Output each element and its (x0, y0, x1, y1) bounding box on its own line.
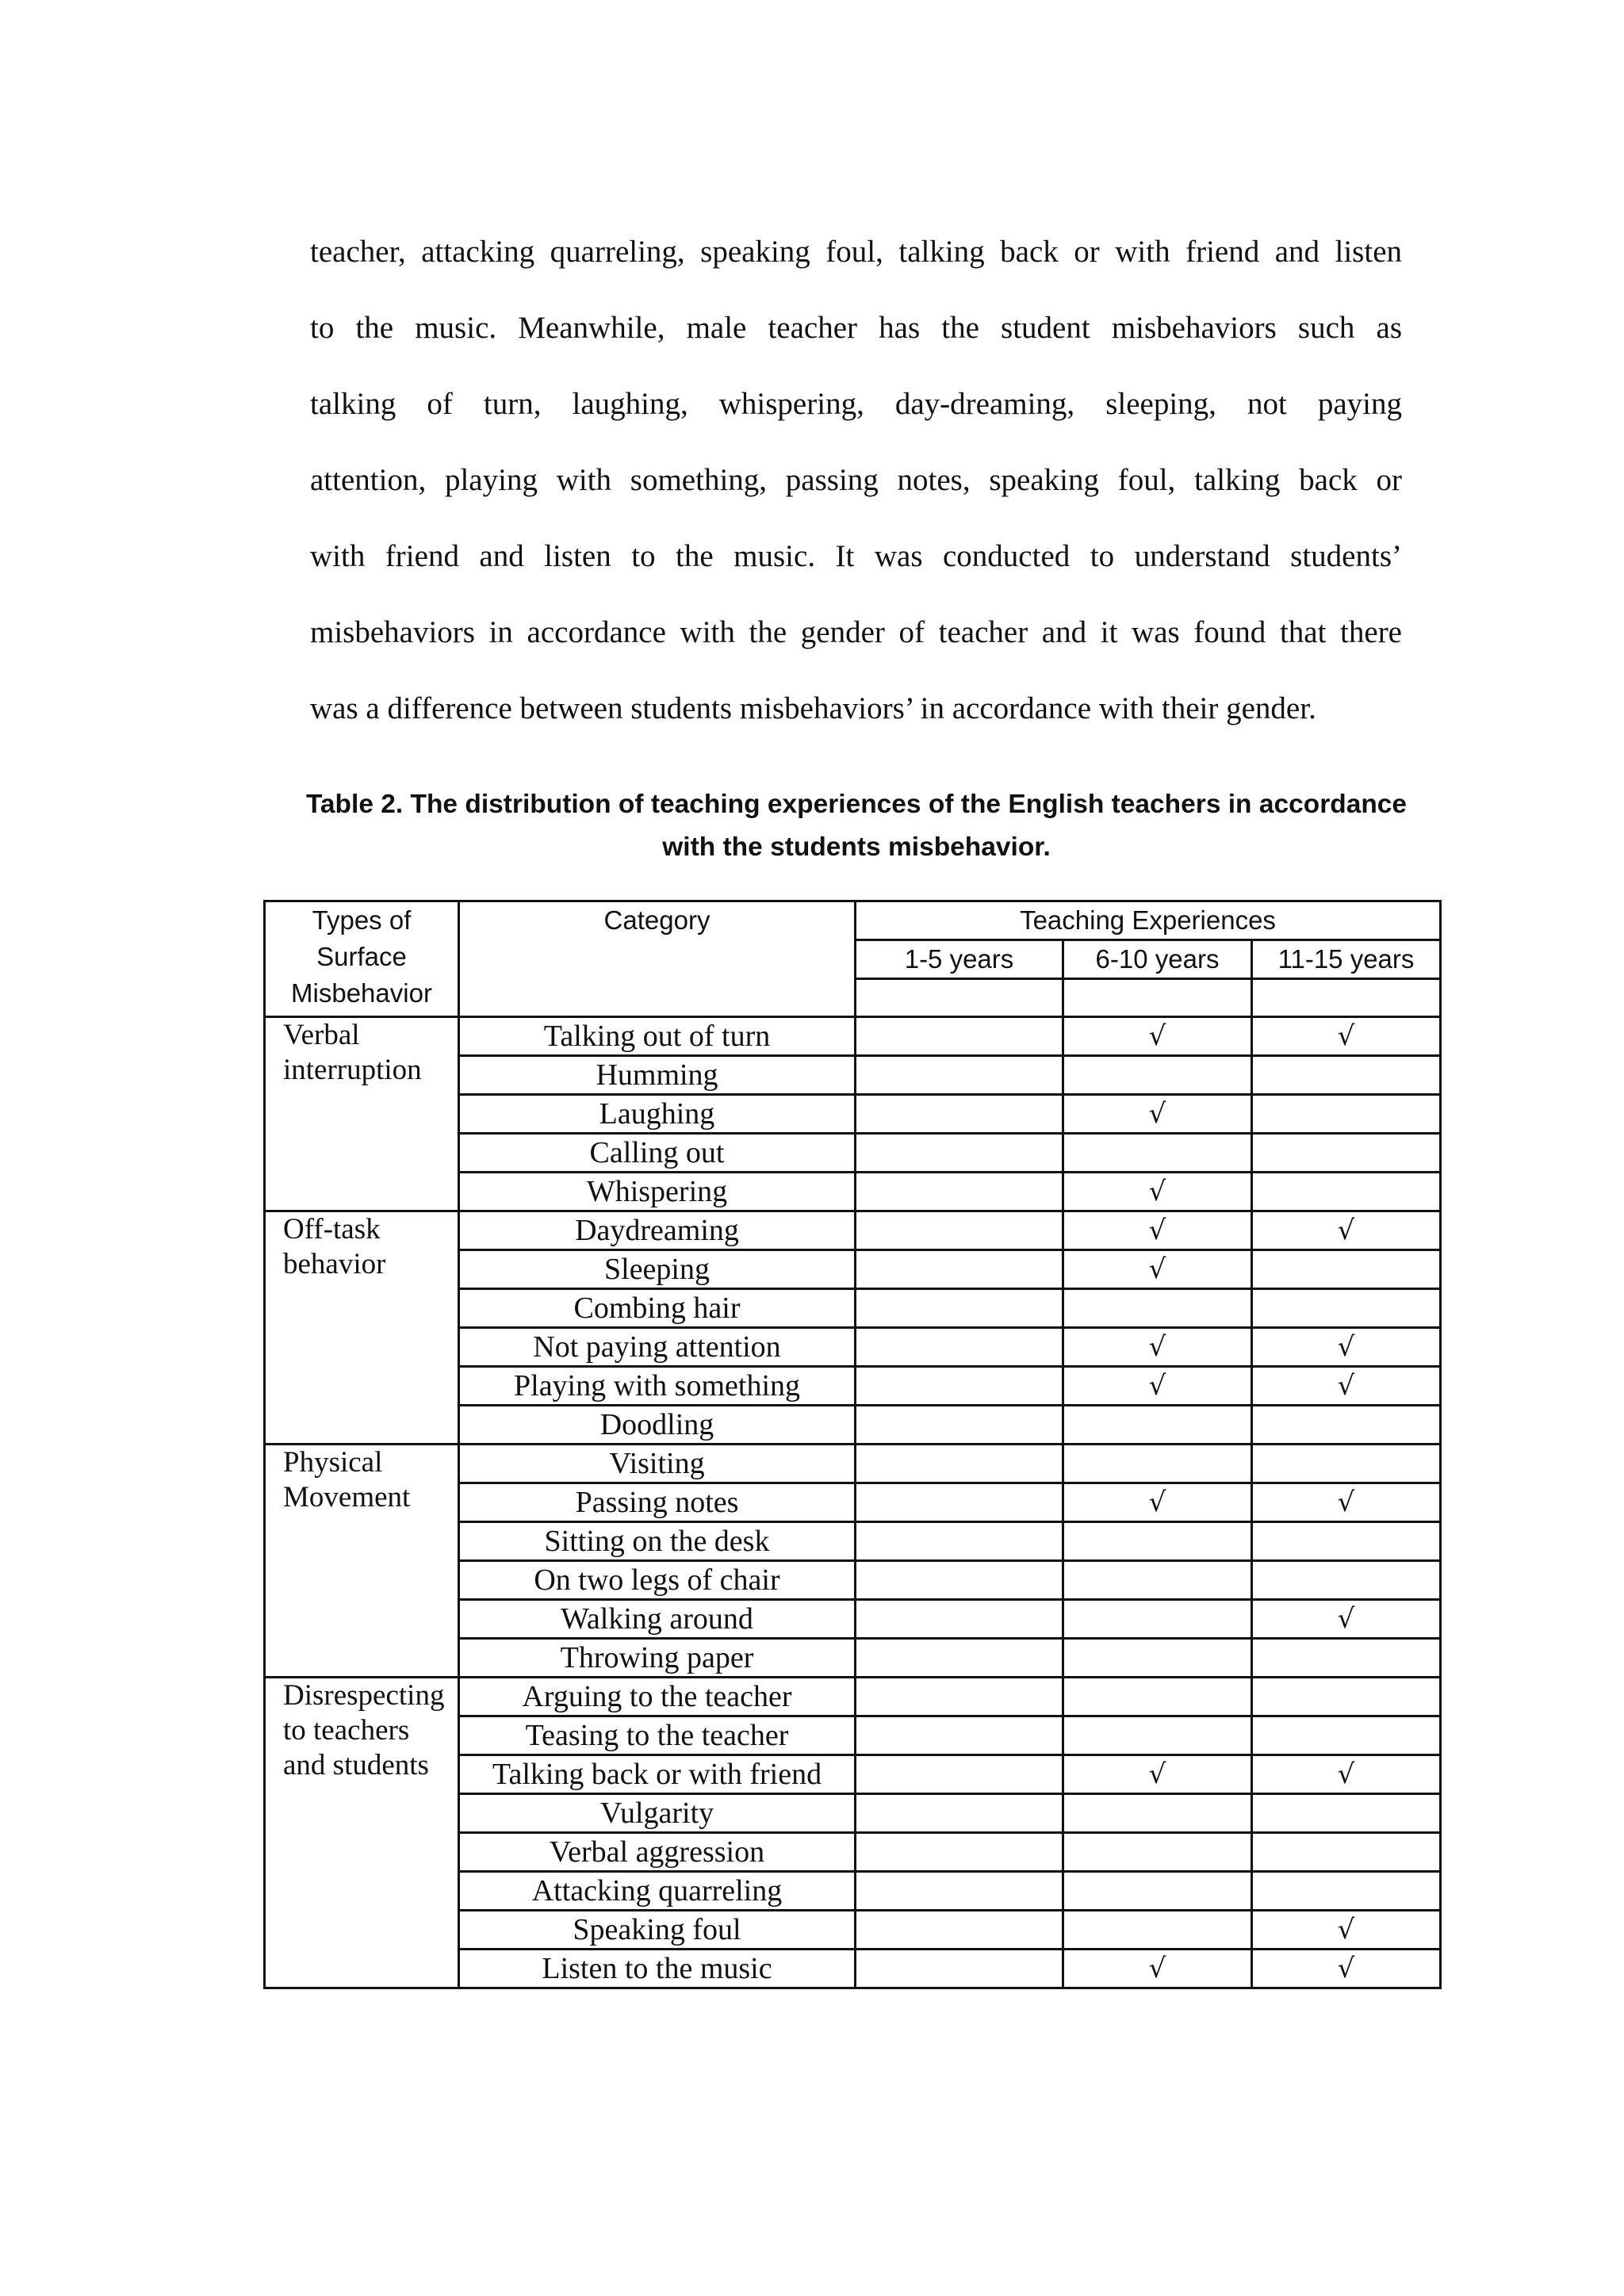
check-mark-cell: √ (1063, 1328, 1252, 1367)
category-cell: Teasing to the teacher (459, 1716, 856, 1755)
empty-cell (1252, 1678, 1441, 1716)
misbehavior-table (263, 900, 1442, 1989)
paragraph-line: talking of turn, laughing, whispering, day-dreaming, sleeping, not paying (310, 387, 1402, 421)
empty-cell (1063, 1289, 1252, 1328)
table-row (265, 1445, 1441, 1483)
empty-cell (856, 1017, 1063, 1056)
empty-cell (1063, 1911, 1252, 1950)
table-caption (262, 783, 1451, 869)
category-cell: Calling out (459, 1134, 856, 1173)
check-mark-cell: √ (1252, 1950, 1441, 1988)
empty-cell (856, 1522, 1063, 1561)
paragraph-line: with friend and listen to the music. It was conducted to understand students’ (310, 539, 1402, 573)
empty-cell (856, 1445, 1063, 1483)
empty-cell (856, 1561, 1063, 1600)
check-mark-cell: √ (1252, 1911, 1441, 1950)
empty-cell (1252, 1522, 1441, 1561)
empty-cell (1252, 1716, 1441, 1755)
check-mark-cell: √ (1252, 1328, 1441, 1367)
category-cell: Talking out of turn (459, 1017, 856, 1056)
category-cell: Visiting (459, 1445, 856, 1483)
empty-cell (1063, 1833, 1252, 1872)
empty-cell (856, 1328, 1063, 1367)
empty-cell (856, 1950, 1063, 1988)
paragraph-line: was a difference between students misbehaviors’ in accordance with their gender. (310, 691, 1316, 725)
empty-cell (856, 1173, 1063, 1211)
empty-cell (1252, 1561, 1441, 1600)
header-teaching-experiences: Teaching Experiences (856, 901, 1441, 940)
category-cell: Passing notes (459, 1483, 856, 1522)
empty-cell (856, 1250, 1063, 1289)
empty-cell (856, 1911, 1063, 1950)
empty-cell (1252, 1406, 1441, 1445)
header-category: Category (459, 901, 856, 1017)
empty-cell (856, 1600, 1063, 1639)
paragraph-line: to the music. Meanwhile, male teacher has the student misbehaviors such as (310, 311, 1402, 345)
check-mark-cell: √ (1063, 1250, 1252, 1289)
caption-line: Table 2. The distribution of teaching experiences of the English teachers in accordance (305, 790, 1408, 819)
paragraph-line: misbehaviors in accordance with the gender of teacher and it was found that there (310, 615, 1402, 649)
category-cell: Whispering (459, 1173, 856, 1211)
empty-cell (1063, 1561, 1252, 1600)
empty-cell (1252, 1289, 1441, 1328)
check-mark-cell: √ (1252, 1367, 1441, 1406)
empty-cell (1252, 1445, 1441, 1483)
category-cell: Vulgarity (459, 1794, 856, 1833)
empty-cell (1252, 1833, 1441, 1872)
empty-cell (1063, 1639, 1252, 1678)
category-cell: Doodling (459, 1406, 856, 1445)
empty-cell (1063, 1522, 1252, 1561)
empty-cell (1252, 1095, 1441, 1134)
empty-cell (856, 1056, 1063, 1095)
empty-cell (856, 1639, 1063, 1678)
empty-cell (1063, 1716, 1252, 1755)
empty-cell (856, 1716, 1063, 1755)
header-types: Types of Surface Misbehavior (265, 901, 459, 1017)
check-mark-cell: √ (1063, 1211, 1252, 1250)
empty-cell (856, 1872, 1063, 1911)
empty-cell (856, 1211, 1063, 1250)
empty-cell (856, 1678, 1063, 1716)
check-mark-cell: √ (1063, 1950, 1252, 1988)
paragraph-line: teacher, attacking quarreling, speaking foul, talking back or with friend and listen (310, 235, 1402, 269)
category-cell: Walking around (459, 1600, 856, 1639)
check-mark-cell: √ (1252, 1483, 1441, 1522)
category-cell: Attacking quarreling (459, 1872, 856, 1911)
empty-cell (856, 1406, 1063, 1445)
table-row (265, 1017, 1441, 1056)
table-header-row (265, 901, 1441, 940)
empty-cell (856, 1095, 1063, 1134)
category-cell: Arguing to the teacher (459, 1678, 856, 1716)
header-spacer (1063, 979, 1252, 1017)
misbehavior-type-cell: Off-task behavior (265, 1211, 459, 1445)
paragraph-line: attention, playing with something, passing notes, speaking foul, talking back or (310, 463, 1402, 497)
header-spacer (1252, 979, 1441, 1017)
check-mark-cell: √ (1063, 1173, 1252, 1211)
empty-cell (1252, 1134, 1441, 1173)
category-cell: Daydreaming (459, 1211, 856, 1250)
check-mark-cell: √ (1252, 1017, 1441, 1056)
check-mark-cell: √ (1063, 1367, 1252, 1406)
category-cell: On two legs of chair (459, 1561, 856, 1600)
empty-cell (1063, 1794, 1252, 1833)
empty-cell (1252, 1250, 1441, 1289)
empty-cell (1252, 1173, 1441, 1211)
table-row (265, 1678, 1441, 1716)
category-cell: Talking back or with friend (459, 1755, 856, 1794)
check-mark-cell: √ (1063, 1755, 1252, 1794)
check-mark-cell: √ (1063, 1095, 1252, 1134)
header-spacer (856, 979, 1063, 1017)
header-col-11-15-years: 11-15 years (1252, 940, 1441, 979)
category-cell: Verbal aggression (459, 1833, 856, 1872)
header-col-6-10-years: 6-10 years (1063, 940, 1252, 979)
check-mark-cell: √ (1252, 1755, 1441, 1794)
category-cell: Speaking foul (459, 1911, 856, 1950)
category-cell: Combing hair (459, 1289, 856, 1328)
empty-cell (856, 1483, 1063, 1522)
empty-cell (1063, 1445, 1252, 1483)
empty-cell (1252, 1794, 1441, 1833)
empty-cell (1063, 1134, 1252, 1173)
category-cell: Throwing paper (459, 1639, 856, 1678)
empty-cell (1252, 1056, 1441, 1095)
category-cell: Listen to the music (459, 1950, 856, 1988)
misbehavior-type-cell: Physical Movement (265, 1445, 459, 1678)
empty-cell (856, 1794, 1063, 1833)
check-mark-cell: √ (1252, 1600, 1441, 1639)
header-col-1-5-years: 1-5 years (856, 940, 1063, 979)
misbehavior-type-cell: Verbal interruption (265, 1017, 459, 1211)
empty-cell (856, 1833, 1063, 1872)
empty-cell (1252, 1639, 1441, 1678)
empty-cell (1063, 1872, 1252, 1911)
table-row (265, 1211, 1441, 1250)
category-cell: Humming (459, 1056, 856, 1095)
caption-line: with the students misbehavior. (662, 832, 1051, 862)
empty-cell (856, 1289, 1063, 1328)
empty-cell (856, 1367, 1063, 1406)
empty-cell (1063, 1406, 1252, 1445)
empty-cell (1063, 1600, 1252, 1639)
empty-cell (1063, 1678, 1252, 1716)
category-cell: Laughing (459, 1095, 856, 1134)
check-mark-cell: √ (1063, 1017, 1252, 1056)
empty-cell (856, 1134, 1063, 1173)
check-mark-cell: √ (1063, 1483, 1252, 1522)
category-cell: Sitting on the desk (459, 1522, 856, 1561)
check-mark-cell: √ (1252, 1211, 1441, 1250)
category-cell: Playing with something (459, 1367, 856, 1406)
category-cell: Not paying attention (459, 1328, 856, 1367)
misbehavior-type-cell: Disrespecting to teachers and students (265, 1678, 459, 1988)
empty-cell (1252, 1872, 1441, 1911)
category-cell: Sleeping (459, 1250, 856, 1289)
empty-cell (1063, 1056, 1252, 1095)
empty-cell (856, 1755, 1063, 1794)
